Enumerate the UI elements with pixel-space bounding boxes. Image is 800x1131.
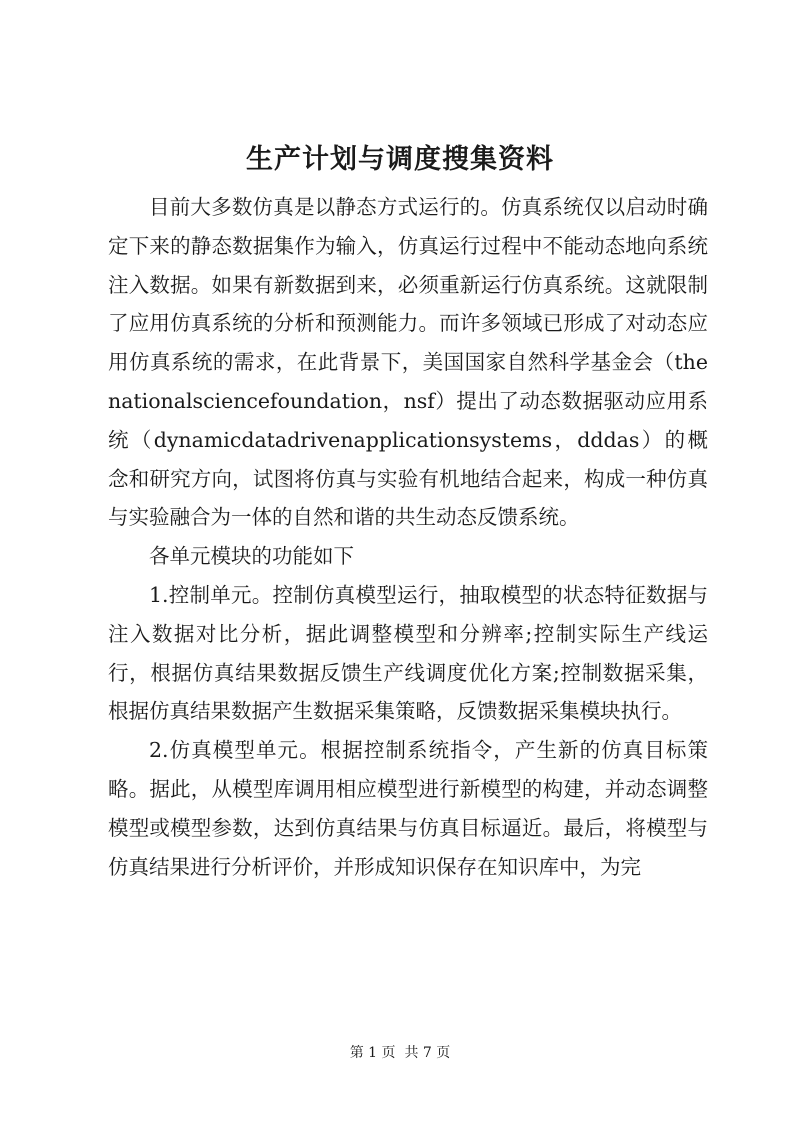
paragraph-modules-heading: 各单元模块的功能如下 xyxy=(149,544,354,569)
document-title: 生产计划与调度搜集资料 xyxy=(246,144,554,175)
paragraph-intro: 目前大多数仿真是以静态方式运行的。仿真系统仅以启动时确定下来的静态数据集作为输入，仿真运行过程中不能动态地向系统注入数据。如果有新数据到来，必须重新运行仿真系统。这就限制了应用仿真系统的分析和预测能力。而许多领域已形成了对动态应用仿真系统的需求，在此背景下，美国国家自然科学基金会（thenationalsciencefoundation，nsf）提出了动态数据驱动应用系统（dynamicdatadrivenapplicationsystems，dddas）的概念和研究方向，试图将仿真与实验有机地结合起来，构成一种仿真与实验融合为一体的自然和谐的共生动态反馈系统。 xyxy=(108,195,708,530)
paragraph-simulation-model-unit: 2.仿真模型单元。根据控制系统指令，产生新的仿真目标策略。据此，从模型库调用相应模型进行新模型的构建，并动态调整模型或模型参数，达到仿真结果与仿真目标逼近。最后，将模型与仿真结果进行分析评价，并形成知识保存在知识库中，为完 xyxy=(108,738,708,879)
document-body xyxy=(108,188,708,886)
page-footer: 第 1 页 共 7 页 xyxy=(349,1045,451,1061)
paragraph-control-unit: 1.控制单元。控制仿真模型运行，抽取模型的状态特征数据与注入数据对比分析，据此调整模型和分辨率;控制实际生产线运行，根据仿真结果数据反馈生产线调度优化方案;控制数据采集，根据仿真结果数据产生数据采集策略，反馈数据采集模块执行。 xyxy=(108,582,708,724)
